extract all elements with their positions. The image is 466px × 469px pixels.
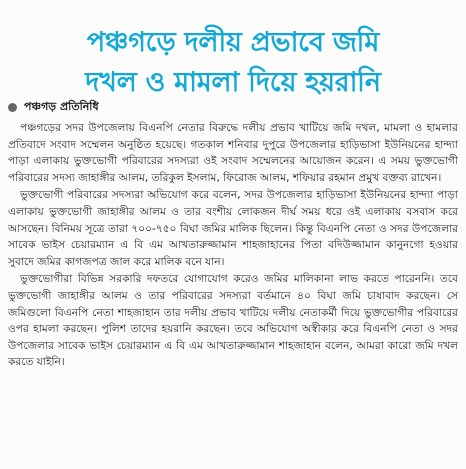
byline-text: পঞ্চগড় প্রতিনিধি bbox=[24, 99, 99, 113]
headline bbox=[6, 23, 460, 103]
paragraph: ভুক্তভোগী পরিবারের সদস্যরা অভিযোগ করে বলেন, সদর উপজেলার হাড়িভাসা ইউনিয়নের হান্দ্যা পাড়া এলাকায় ভুক্তভোগী জাহাঙ্গীর আলম ও তার বংশীয় লোকজন দীর্ঘ সময় ধরে ওই এলাকায় বসবাস করে আসছেন। বিনিময় সূত্রে তারা ৭০০-৭৫০ বিঘা জমির মালিক ছিলেন। কিন্তু বিএনপি নেতা ও সদর উপজেলার সাবেক ভাইস চেয়ারম্যান এ বি এম আখতারুজ্জামান শাহজাহানের পিতা বদিউজ্জামান কানুনগো হওয়ার সুবাদে জমির কাগজপত্র জাল করে মালিক বনে যান। bbox=[8, 189, 458, 268]
headline-line-2: দখল ও মামলা দিয়ে হয়রানি bbox=[85, 67, 381, 99]
headline-line-1: পঞ্চগড়ে দলীয় প্রভাবে জমি bbox=[86, 27, 380, 59]
bullet-icon bbox=[8, 103, 17, 112]
paragraph: পঞ্চগড়ের সদর উপজেলায় বিএনপি নেতার বিরুদ্ধে দলীয় প্রভাব খাটিয়ে জমি দখল, মামলা ও হামলার প্রতিবাদে সংবাদ সম্মেলন অনুষ্ঠিত হয়েছে। গতকাল শনিবার দুপুরে উপজেলার হাড়িভাসা ইউনিয়নের হান্দ্যা পাড়া এলাকায় ভুক্তভোগী পরিবারের সদস্যরা ওই সংবাদ সম্মেলনের আয়োজন করেন। এ সময় ভুক্তভোগী পরিবারের সদস্য জাহাঙ্গীর আলম, তরিকুল ইসলাম, ফিরোজ আলম, শফিয়ার রহমান প্রমুখ বক্তব্য রাখেন। bbox=[8, 122, 458, 184]
paragraph: ভুক্তভোগীরা বিভিন্ন সরকারি দফতরে যোগাযোগ করেও জমির মালিকানা লাভ করতে পারেননি। তবে ভুক্তভোগী জাহাঙ্গীর আলম ও তার পরিবারের সদস্যরা বর্তমানে ৪০ বিঘা জমি চাষাবাদ করছেন। সে জমিগুলো বিএনপি নেতা শাহজাহান তার দলীয় প্রভাব খাটিয়ে দলীয় নেতাকর্মী দিয়ে ভুক্তভোগীর পরিবারের ওপর হামলা করছেন। পুলিশ তাদের হয়রানি করছেন। তবে অভিযোগ অস্বীকার করে বিএনপি নেতা ও সদর উপজেলার সাবেক ভাইস চেয়ারম্যান এ বি এম আখতারুজ্জামান শাহজাহান বলেন, আমরা কারো জমি দখল করতে যাইনি। bbox=[8, 273, 458, 369]
byline bbox=[8, 98, 99, 116]
article-body bbox=[8, 120, 458, 372]
